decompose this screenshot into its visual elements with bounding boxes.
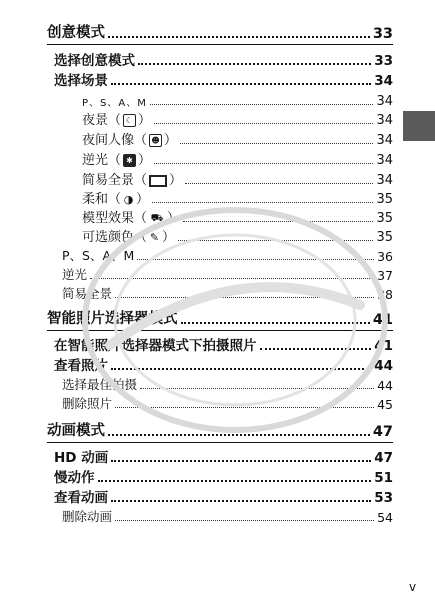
toc-page: 35 <box>376 192 393 207</box>
dot-leader <box>181 322 370 324</box>
toc-entry-selective-color[interactable] <box>82 227 393 245</box>
dot-leader <box>152 202 373 203</box>
toc-page: 53 <box>374 490 393 506</box>
toc-title: 模型效果（ <box>82 211 148 226</box>
toc-title-close: ） <box>164 133 178 148</box>
toc-page: 33 <box>372 26 393 42</box>
dot-leader <box>111 500 371 502</box>
toc-entry-hd-movie[interactable] <box>54 447 393 466</box>
dot-leader <box>260 348 372 350</box>
dot-leader <box>111 368 371 370</box>
toc-title-close: ） <box>136 192 150 207</box>
toc-title: 简易全景（ <box>82 173 148 188</box>
toc-page: 34 <box>374 73 393 89</box>
toc-entry-creative-mode[interactable] <box>47 22 393 42</box>
toc-title: HD 动画 <box>54 450 109 466</box>
toc-entry-smart-photo[interactable] <box>47 308 393 328</box>
toc-page: 41 <box>374 338 393 354</box>
toc-title: 删除动画 <box>62 509 113 524</box>
toc-page: 38 <box>377 287 393 302</box>
toc-page: 34 <box>376 113 393 128</box>
toc-title: 智能照片选择器模式 <box>47 311 178 327</box>
page-number: v <box>409 580 417 594</box>
toc-page: 35 <box>376 211 393 226</box>
toc-title: 可选颜色（ <box>82 230 148 245</box>
backlight-icon: ✱ <box>123 154 136 167</box>
toc-entry-select-scene[interactable] <box>54 70 393 89</box>
toc-entry-choose-best[interactable] <box>62 375 393 393</box>
toc-entry-delete-photos[interactable] <box>62 394 393 412</box>
dot-leader <box>140 388 374 389</box>
toc-entry-night-landscape[interactable] <box>82 110 393 128</box>
dot-leader <box>98 480 372 482</box>
dot-leader <box>111 460 371 462</box>
toc-title: 删除照片 <box>62 396 113 411</box>
dot-leader <box>180 143 373 144</box>
dot-leader <box>185 183 373 184</box>
soft-icon: ◑ <box>123 193 134 206</box>
dot-leader <box>108 434 370 436</box>
toc-entry-miniature[interactable] <box>82 208 393 226</box>
toc-entry-delete-movies[interactable] <box>62 507 393 525</box>
toc-title: 选择最佳拍摄 <box>62 377 138 392</box>
selective-color-icon: ✎ <box>149 231 160 244</box>
section-divider <box>47 442 393 443</box>
section-tab-marker <box>403 111 435 141</box>
toc-page: 47 <box>374 450 393 466</box>
toc-title-close: ） <box>169 173 183 188</box>
toc-title: P、S、A、M <box>82 98 147 109</box>
night-landscape-icon: ☾ <box>123 114 136 127</box>
section-divider <box>47 44 393 45</box>
toc-title: 逆光 <box>62 267 88 282</box>
toc-page: 45 <box>377 397 393 412</box>
dot-leader <box>178 240 373 241</box>
toc-page: 44 <box>377 378 393 393</box>
toc-page: 35 <box>376 230 393 245</box>
toc-title: 查看照片 <box>54 358 108 374</box>
toc-entry-view-photos[interactable] <box>54 355 393 374</box>
toc-page: 33 <box>374 53 393 69</box>
toc-page: 34 <box>376 173 393 188</box>
toc-title: P、S、A、M <box>62 248 135 263</box>
toc-entry-slow-motion[interactable] <box>54 467 393 486</box>
toc-title: 动画模式 <box>47 423 105 439</box>
toc-title-close: ） <box>138 113 152 128</box>
section-divider <box>47 330 393 331</box>
toc-page: 44 <box>374 358 393 374</box>
toc-entry-psam-2[interactable] <box>62 246 393 264</box>
toc-entry-view-movies[interactable] <box>54 487 393 506</box>
dot-leader <box>115 297 374 298</box>
miniature-icon: ⛟ <box>150 213 164 224</box>
toc-title: 逆光（ <box>82 153 122 168</box>
dot-leader <box>115 520 374 521</box>
toc-page: 36 <box>377 249 393 264</box>
toc-page: 37 <box>377 268 393 283</box>
toc-title: 查看动画 <box>54 490 108 506</box>
toc-title: 创意模式 <box>47 25 105 41</box>
toc-entry-easy-panorama[interactable] <box>82 170 393 188</box>
dot-leader <box>111 83 371 85</box>
toc-title: 在智能照片选择器模式下拍摄照片 <box>54 338 257 354</box>
toc-title: 简易全景 <box>62 286 113 301</box>
dot-leader <box>108 36 370 38</box>
toc-title: 慢动作 <box>54 470 95 486</box>
toc-page: 41 <box>372 312 393 328</box>
dot-leader <box>138 63 371 65</box>
toc-title: 夜景（ <box>82 113 122 128</box>
toc-entry-select-creative[interactable] <box>54 50 393 69</box>
toc-entry-movie-mode[interactable] <box>47 420 393 440</box>
toc-page: 47 <box>372 424 393 440</box>
dot-leader <box>115 407 374 408</box>
toc-title-close: ） <box>162 230 176 245</box>
toc-title-close: ） <box>167 211 181 226</box>
toc-title: 柔和（ <box>82 192 122 207</box>
toc-page: 34 <box>376 133 393 148</box>
toc-entry-backlight-2[interactable] <box>62 265 393 283</box>
toc-page: 51 <box>374 470 393 486</box>
dot-leader <box>154 163 373 164</box>
toc-entry-backlighting[interactable] <box>82 150 393 168</box>
toc-entry-panorama-2[interactable] <box>62 284 393 302</box>
night-portrait-icon: ☻ <box>149 134 162 147</box>
toc-entry-shoot-smart[interactable] <box>54 335 393 354</box>
panorama-icon <box>149 175 167 187</box>
toc-entry-soft[interactable] <box>82 189 393 207</box>
dot-leader <box>150 104 374 105</box>
dot-leader <box>183 221 373 222</box>
toc-title: 选择场景 <box>54 73 108 89</box>
toc-page: 34 <box>376 94 393 109</box>
toc-entry-night-portrait[interactable] <box>82 130 393 148</box>
toc-title: 选择创意模式 <box>54 53 135 69</box>
toc-title: 夜间人像（ <box>82 133 148 148</box>
toc-title-close: ） <box>138 153 152 168</box>
dot-leader <box>90 278 374 279</box>
toc-page: 54 <box>377 510 393 525</box>
toc-entry-psam[interactable] <box>82 91 393 109</box>
dot-leader <box>154 123 373 124</box>
toc-page: 34 <box>376 153 393 168</box>
dot-leader <box>137 259 374 260</box>
